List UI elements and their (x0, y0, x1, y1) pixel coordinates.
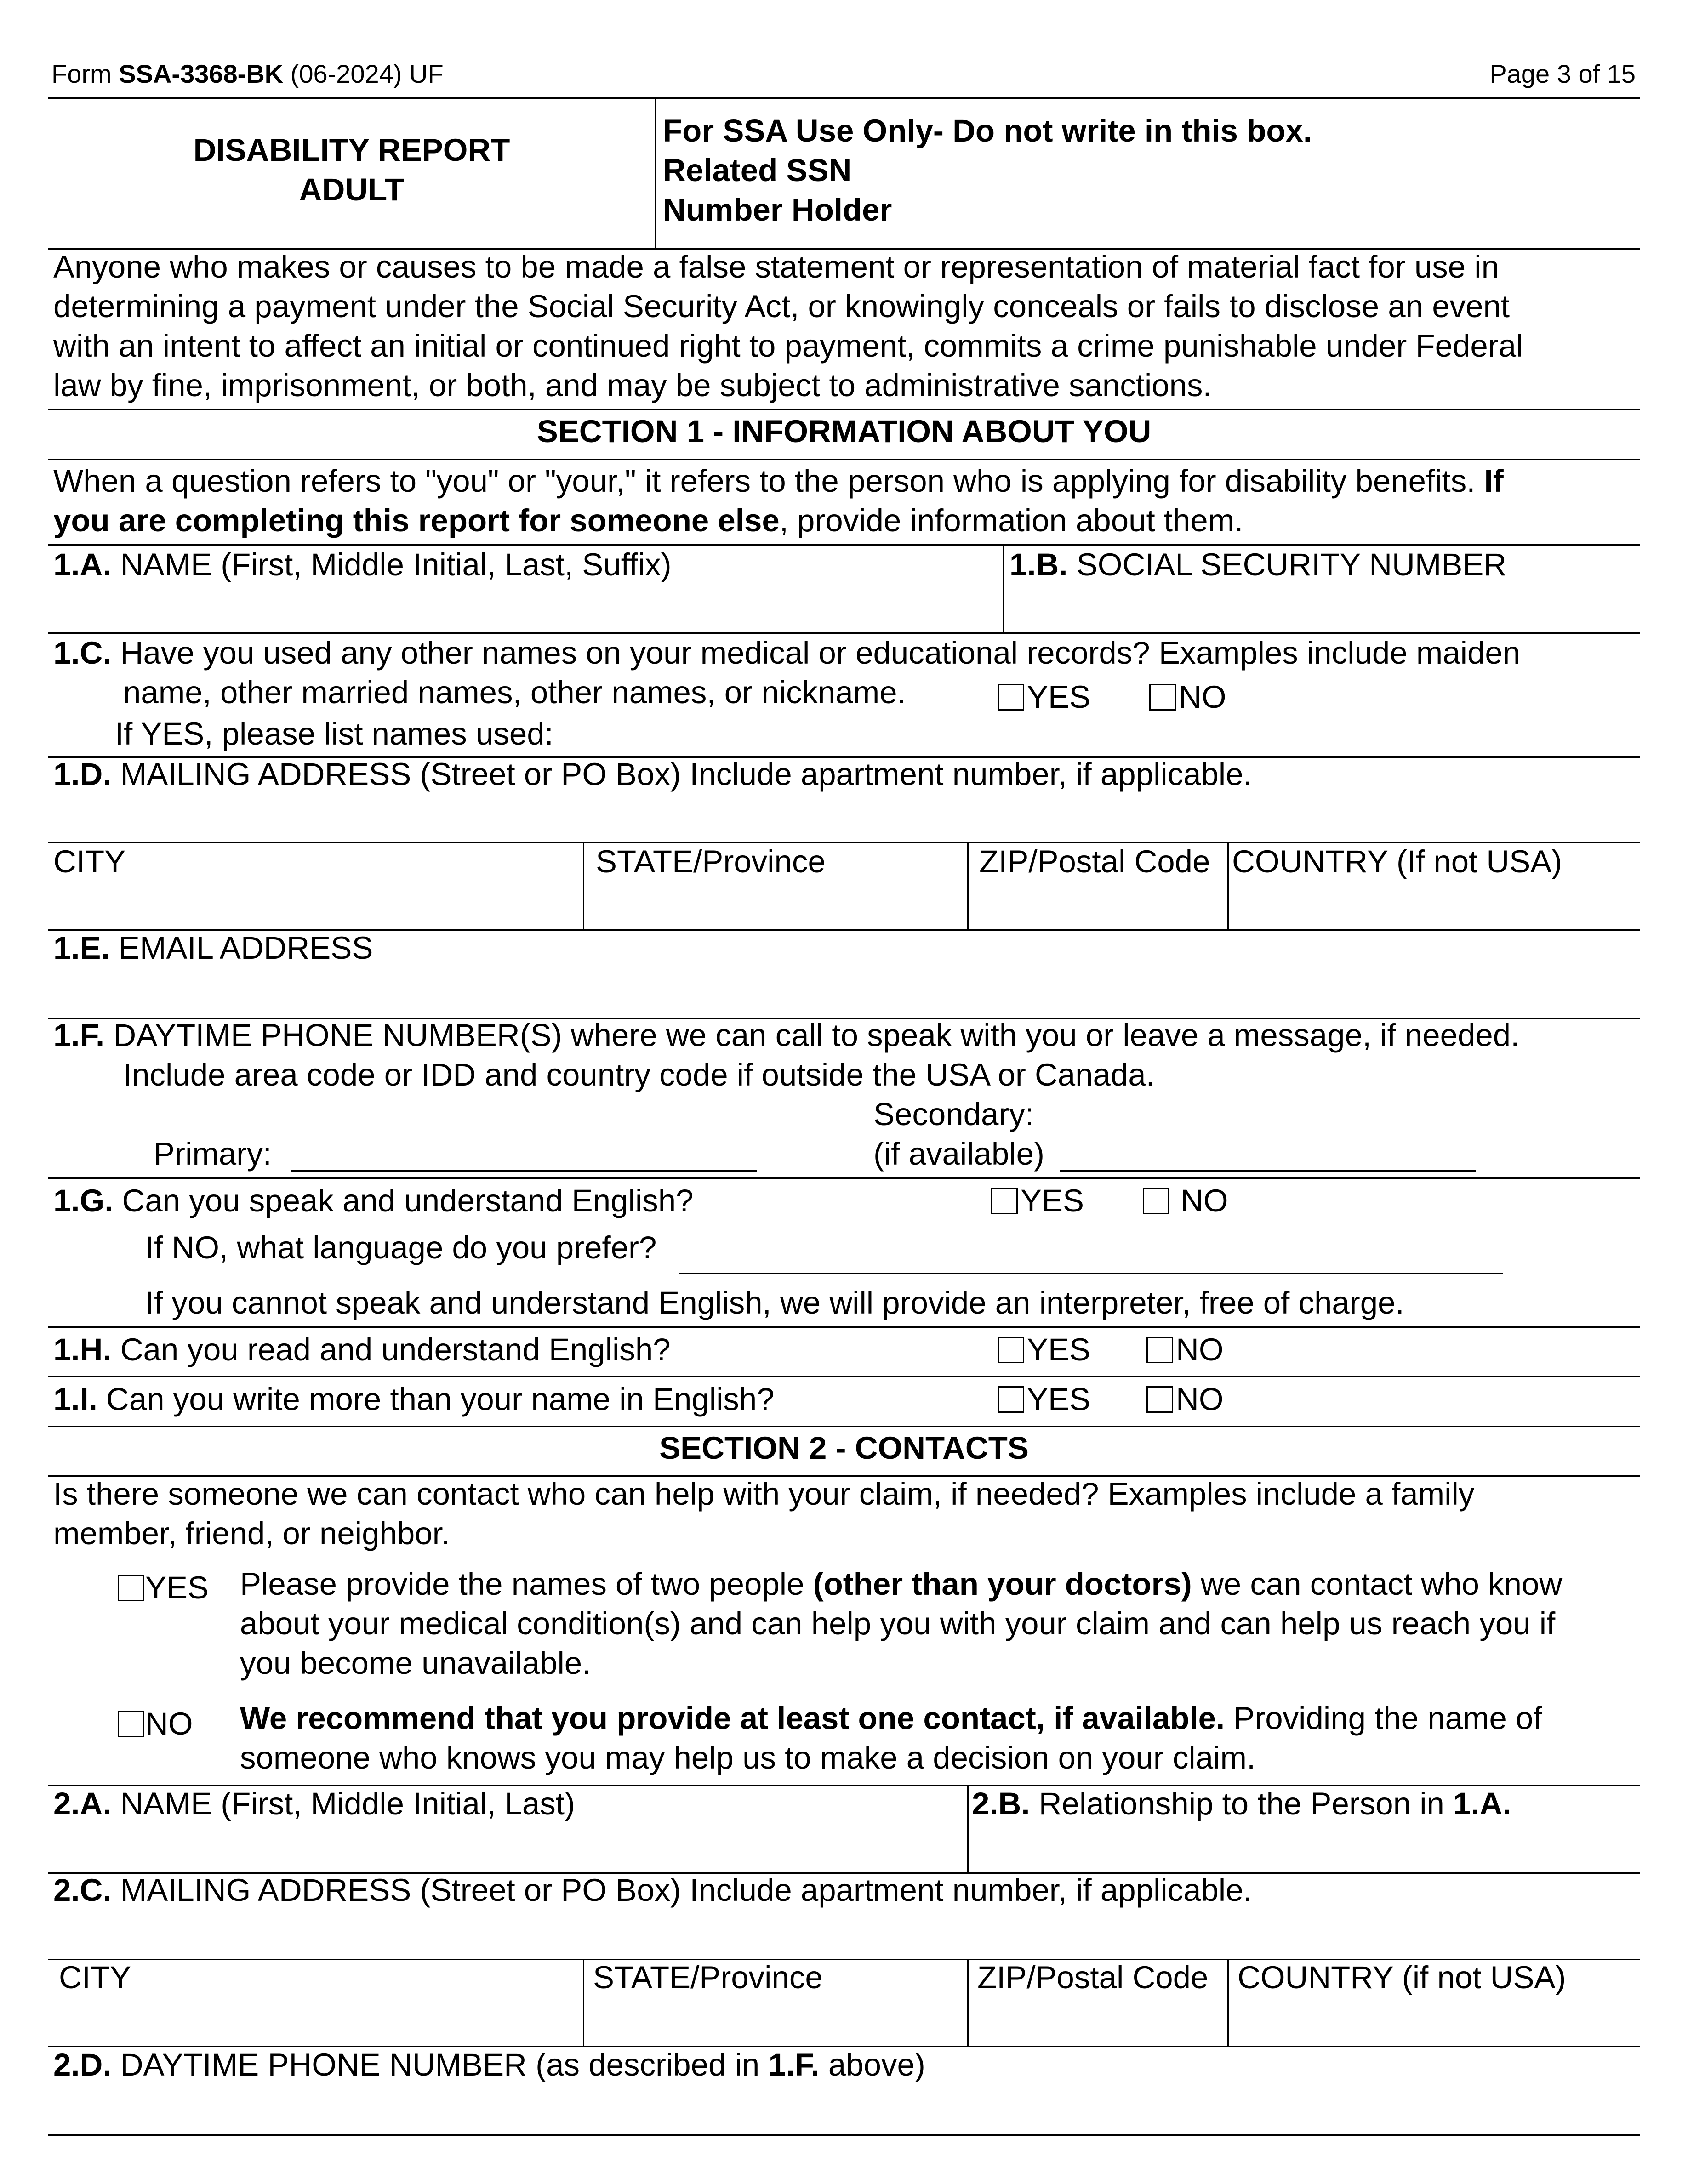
question-number: 2.B. (972, 1786, 1030, 1821)
state-label: STATE/Province (593, 1960, 823, 1995)
divider (48, 1177, 1640, 1179)
q1b-label (1009, 545, 1506, 585)
divider (967, 842, 969, 929)
city-label: CITY (59, 1960, 131, 1995)
question-text: Can you write more than your name in English? (97, 1382, 775, 1417)
q1h-yes-option[interactable] (998, 1330, 1090, 1370)
secondary-phone-note: (if available) (873, 1136, 1044, 1172)
divider (48, 97, 1640, 99)
question-text: name, other married names, other names, or nickname. (123, 675, 906, 710)
section-2-intro: Is there someone we can contact who can help with your claim, if needed? Examples include a family (53, 1476, 1475, 1512)
intro-text: , provide information about them. (779, 503, 1243, 538)
question-text: SOCIAL SECURITY NUMBER (1067, 547, 1507, 582)
intro-text-bold: you are completing this report for someone else (53, 503, 780, 538)
no-instruction (240, 1699, 1542, 1738)
contact-no-option[interactable] (118, 1704, 193, 1744)
divider (1003, 544, 1004, 632)
state-label: STATE/Province (596, 844, 826, 879)
divider (48, 1326, 1640, 1328)
question-number: 1.I. (53, 1382, 97, 1417)
secondary-phone-line[interactable] (1060, 1170, 1476, 1172)
intro-text: When a question refers to "you" or "your," it refers to the person who is applying for disability benefits. (53, 463, 1484, 499)
checkbox[interactable] (998, 1386, 1024, 1413)
q1d-label (53, 755, 1252, 794)
number-holder-label: Number Holder (663, 192, 892, 228)
primary-phone-label: Primary: (154, 1136, 272, 1172)
question-text: If YES, please list names used: (115, 716, 553, 751)
section-1-title: SECTION 1 - INFORMATION ABOUT YOU (536, 414, 1152, 449)
q2d-label (53, 2045, 925, 2085)
option-label: YES (1027, 679, 1091, 715)
question-number: 1.A. (53, 547, 112, 582)
contact-phone-field[interactable] (53, 2088, 1635, 2133)
form-prefix: Form (51, 59, 119, 88)
contact-country-field[interactable] (1233, 1999, 1637, 2043)
option-label: NO (1179, 679, 1226, 715)
secondary-phone-label: Secondary: (873, 1097, 1034, 1132)
divider (48, 1426, 1640, 1427)
form-title: DISABILITY REPORT (193, 132, 510, 168)
q1g-no-option[interactable] (1143, 1181, 1228, 1221)
question-text: NAME (First, Middle Initial, Last, Suffix) (111, 547, 672, 582)
mailing-address-field[interactable] (53, 800, 1635, 839)
q2c-label (53, 1871, 1252, 1910)
question-number: 1.F. (53, 1018, 105, 1053)
ssa-use-only-label: For SSA Use Only- Do not write in this box. (663, 113, 1312, 148)
question-text: Include area code or IDD and country code if outside the USA or Canada. (123, 1057, 1155, 1092)
intro-text-bold: If (1484, 463, 1504, 499)
relationship-field[interactable] (973, 1826, 1635, 1870)
question-number: 1.E. (53, 930, 110, 966)
divider (1227, 1959, 1229, 2046)
checkbox[interactable] (1146, 1337, 1173, 1363)
checkbox[interactable] (1146, 1386, 1173, 1413)
q2b-label (972, 1784, 1511, 1824)
warning-line: law by fine, imprisonment, or both, and may be subject to administrative sanctions. (53, 368, 1212, 403)
instruction-text-bold: (other than your doctors) (813, 1566, 1192, 1602)
question-number: 1.D. (53, 756, 112, 792)
divider (48, 1376, 1640, 1377)
question-number: 1.C. (53, 635, 112, 671)
instruction-text: Providing the name of (1225, 1701, 1542, 1736)
q1a-label (53, 545, 672, 585)
q1h-no-option[interactable] (1146, 1330, 1224, 1370)
question-ref: 1.F. (768, 2047, 820, 2082)
q1f-label (53, 1016, 1519, 1055)
question-number: 1.B. (1009, 547, 1068, 582)
checkbox[interactable] (998, 684, 1024, 711)
city-label: CITY (53, 844, 126, 879)
option-label: NO (1180, 1183, 1228, 1218)
section-1-intro-2 (53, 501, 1243, 540)
warning-line: Anyone who makes or causes to be made a false statement or representation of material fact for use in (53, 249, 1499, 284)
option-label: NO (1176, 1332, 1224, 1367)
question-text: EMAIL ADDRESS (109, 930, 373, 966)
q1c-label (53, 633, 1520, 673)
option-label: YES (1027, 1332, 1091, 1367)
contact-name-field[interactable] (53, 1826, 964, 1870)
language-line[interactable] (679, 1273, 1503, 1274)
divider (48, 2134, 1640, 2136)
form-suffix: (06-2024) UF (283, 59, 444, 88)
zip-field[interactable] (973, 882, 1222, 927)
divider (48, 409, 1640, 410)
q1h-label (53, 1330, 671, 1370)
instruction-text: someone who knows you may help us to make a decision on your claim. (240, 1740, 1256, 1775)
instruction-text: you become unavailable. (240, 1645, 591, 1681)
question-number: 1.G. (53, 1183, 114, 1218)
divider (655, 97, 656, 248)
option-label: YES (145, 1570, 209, 1605)
option-label: NO (145, 1706, 193, 1741)
question-text: MAILING ADDRESS (Street or PO Box) Include apartment number, if applicable. (111, 1872, 1252, 1908)
related-ssn-label: Related SSN (663, 153, 852, 188)
form-id: SSA-3368-BK (119, 59, 284, 88)
checkbox[interactable] (118, 1575, 144, 1601)
question-text: DAYTIME PHONE NUMBER(S) where we can call to speak with you or leave a message, if needed. (104, 1018, 1520, 1053)
question-text: Have you used any other names on your medical or educational records? Examples include maiden (111, 635, 1521, 671)
country-label: COUNTRY (If not USA) (1232, 844, 1563, 879)
checkbox[interactable] (1149, 684, 1176, 711)
interpreter-note: If you cannot speak and understand English, we will provide an interpreter, free of charge. (145, 1285, 1404, 1320)
page-number: Page 3 of 15 (1489, 59, 1636, 88)
option-label: YES (1021, 1183, 1084, 1218)
primary-phone-line[interactable] (291, 1170, 757, 1172)
email-field[interactable] (53, 971, 1635, 1015)
warning-line: with an intent to affect an initial or continued right to payment, commits a crime punishable under Federal (53, 328, 1523, 364)
country-field[interactable] (1233, 882, 1637, 927)
zip-label: ZIP/Postal Code (977, 1960, 1209, 1995)
divider (1227, 842, 1229, 929)
contact-yes-option[interactable] (118, 1568, 209, 1608)
q1c-yes-option[interactable] (998, 677, 1090, 717)
q1g-yes-option[interactable] (991, 1181, 1084, 1221)
instruction-text: Please provide the names of two people (240, 1566, 813, 1602)
question-number: 1.H. (53, 1332, 112, 1367)
checkbox[interactable] (1143, 1188, 1169, 1214)
q1i-yes-option[interactable] (998, 1380, 1090, 1419)
q1i-no-option[interactable] (1146, 1380, 1224, 1419)
state-field[interactable] (588, 882, 962, 927)
contact-city-field[interactable] (53, 1999, 577, 2043)
contact-address-field[interactable] (53, 1915, 1635, 1956)
instruction-text: about your medical condition(s) and can help you with your claim and can help us reach you if (240, 1606, 1556, 1641)
divider (967, 1785, 969, 1872)
option-label: YES (1027, 1382, 1091, 1417)
instruction-text-bold: We recommend that you provide at least one contact, if available. (240, 1701, 1225, 1736)
q1c-no-option[interactable] (1149, 677, 1226, 717)
zip-label: ZIP/Postal Code (979, 844, 1210, 879)
question-number: 2.D. (53, 2047, 112, 2082)
ssn-field[interactable] (1009, 584, 1635, 630)
question-number: 2.A. (53, 1786, 112, 1821)
language-label: If NO, what language do you prefer? (145, 1230, 657, 1265)
checkbox[interactable] (118, 1711, 144, 1737)
question-text: Relationship to the Person in (1030, 1786, 1454, 1821)
section-2-intro: member, friend, or neighbor. (53, 1516, 450, 1551)
question-ref: 1.A. (1453, 1786, 1511, 1821)
divider (583, 842, 584, 929)
section-1-intro (53, 461, 1504, 501)
form-subtitle: ADULT (299, 172, 405, 207)
contact-state-field[interactable] (588, 1999, 962, 2043)
q1g-label (53, 1181, 693, 1221)
warning-line: determining a payment under the Social Security Act, or knowingly conceals or fails to disclose an event (53, 289, 1510, 324)
city-field[interactable] (53, 882, 577, 927)
checkbox[interactable] (991, 1188, 1018, 1214)
instruction-text: we can contact who know (1192, 1566, 1563, 1602)
country-label: COUNTRY (if not USA) (1237, 1960, 1566, 1995)
divider (583, 1959, 584, 2046)
divider (48, 459, 1640, 460)
question-text: Can you speak and understand English? (113, 1183, 694, 1218)
q2a-label (53, 1784, 575, 1824)
checkbox[interactable] (998, 1337, 1024, 1363)
question-text: NAME (First, Middle Initial, Last) (111, 1786, 575, 1821)
contact-zip-field[interactable] (973, 1999, 1222, 2043)
divider (967, 1959, 969, 2046)
question-number: 2.C. (53, 1872, 112, 1908)
form-number (51, 54, 444, 94)
question-text: above) (819, 2047, 925, 2082)
q1i-label (53, 1380, 775, 1419)
other-names-field[interactable] (584, 714, 1637, 754)
section-2-title: SECTION 2 - CONTACTS (659, 1430, 1029, 1466)
option-label: NO (1176, 1382, 1224, 1417)
q1e-label (53, 928, 373, 968)
question-text: Can you read and understand English? (111, 1332, 671, 1367)
yes-instruction (240, 1564, 1562, 1604)
name-field[interactable] (504, 584, 1001, 630)
question-text: DAYTIME PHONE NUMBER (as described in (111, 2047, 769, 2082)
question-text: MAILING ADDRESS (Street or PO Box) Include apartment number, if applicable. (111, 756, 1252, 792)
